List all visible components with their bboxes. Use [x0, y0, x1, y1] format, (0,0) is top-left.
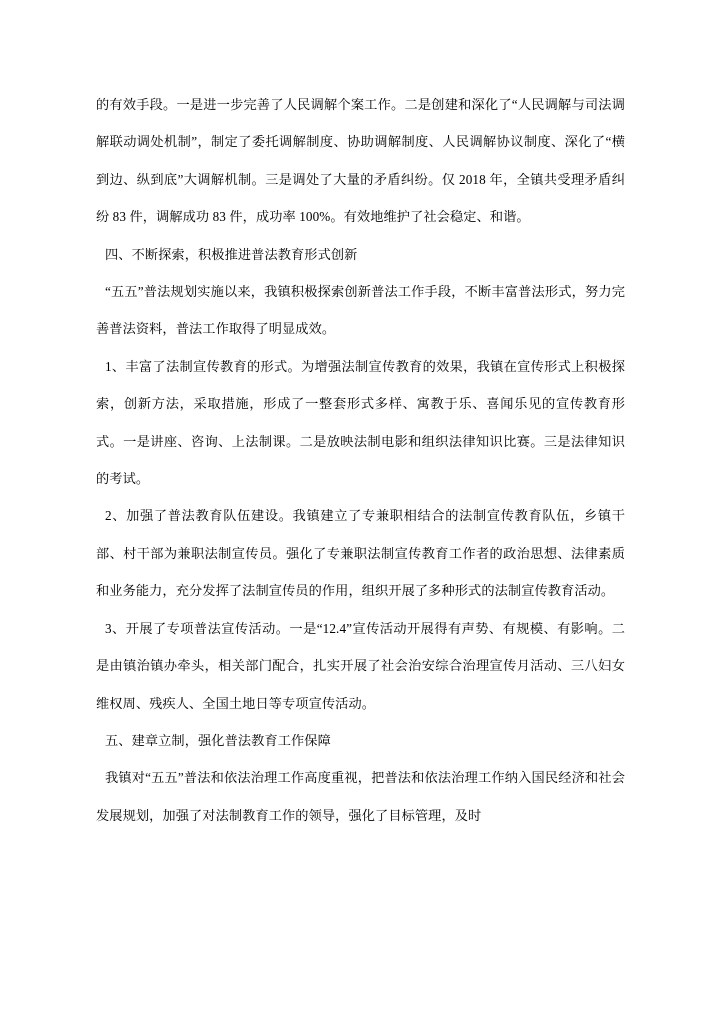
paragraph: 3、开展了专项普法宣传活动。一是“12.4”宣传活动开展得有声势、有规模、有影响。二是由镇治镇办牵头，相关部门配合，扎实开展了社会治安综合治理宣传月活动、三八妇女维权周、残疾人、全国土地日等专项宣传活动。 [96, 620, 625, 711]
paragraph-heading-section-four: 四、不断探索，积极推进普法教育形式创新 [105, 246, 358, 262]
paragraph-heading-section-five: 五、建章立制，强化普法教育工作保障 [105, 732, 331, 748]
paragraph: 2、加强了普法教育队伍建设。我镇建立了专兼职相结合的法制宣传教育队伍，乡镇干部、村干部为兼职法制宣传员。强化了专兼职法制宣传教育工作者的政治思想、法律素质和业务能力，充分发挥了法制宣传员的作用，组织开展了多种形式的法制宣传教育活动。 [96, 508, 625, 599]
paragraph: 我镇对“五五”普法和依法治理工作高度重视，把普法和依法治理工作纳入国民经济和社会发展规划，加强了对法制教育工作的领导，强化了目标管理，及时 [96, 770, 625, 823]
document-body [96, 86, 625, 834]
paragraph: 的有效手段。一是进一步完善了人民调解个案工作。二是创建和深化了“人民调解与司法调解联动调处机制”，制定了委托调解制度、协助调解制度、人民调解协议制度、深化了“横到边、纵到底”大调解机制。三是调处了大量的矛盾纠纷。仅 2018 年，全镇共受理矛盾纠纷 83 件，调解成功 83 件，成功率 100%。有效地维护了社会稳定、和谐。 [96, 97, 625, 225]
paragraph: 1、丰富了法制宣传教育的形式。为增强法制宣传教育的效果，我镇在宣传形式上积极探索，创新方法，采取措施，形成了一整套形式多样、寓教于乐、喜闻乐见的宣传教育形式。一是讲座、咨询、上法制课。二是放映法制电影和组织法律知识比赛。三是法律知识的考试。 [96, 358, 625, 487]
paragraph: “五五”普法规划实施以来，我镇积极探索创新普法工作手段，不断丰富普法形式，努力完善普法资料，普法工作取得了明显成效。 [96, 284, 625, 337]
